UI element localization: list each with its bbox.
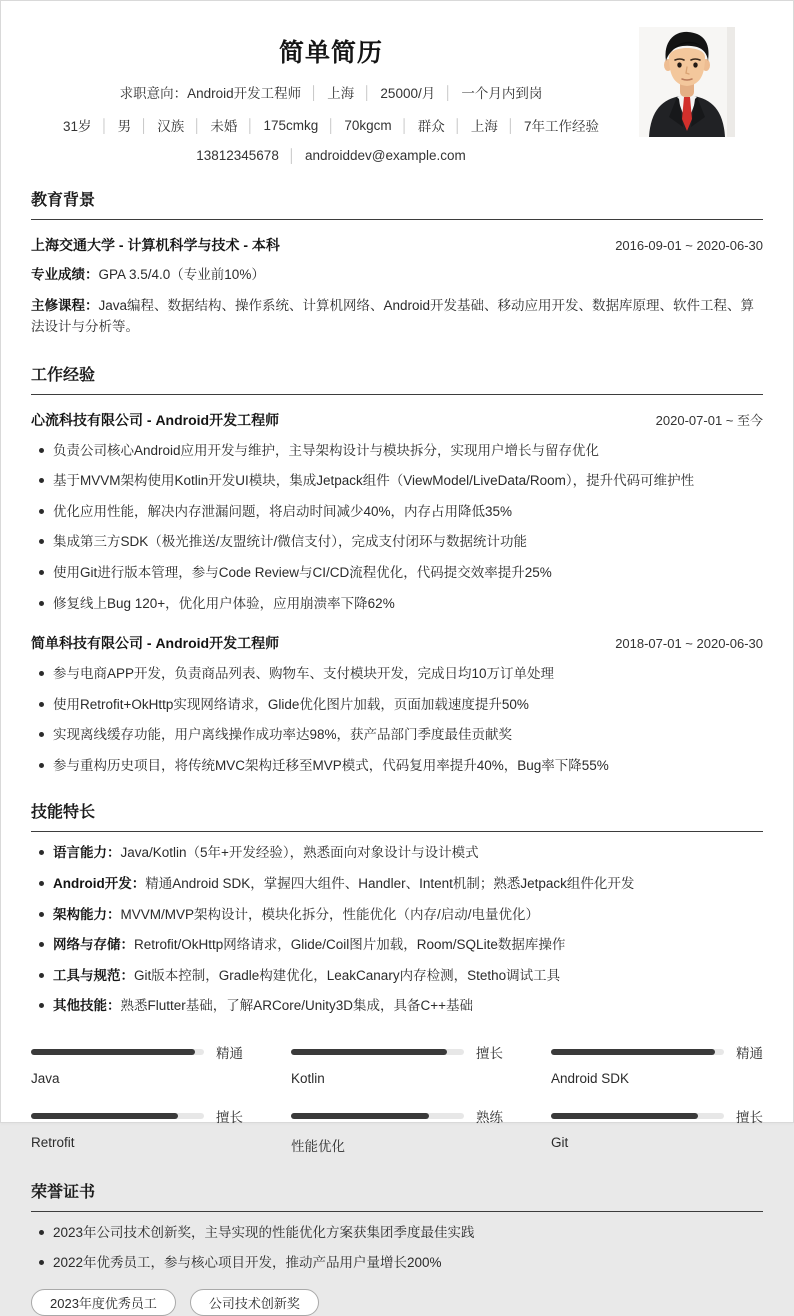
section-education — [31, 187, 763, 338]
job1-bullet-list — [31, 441, 763, 613]
job1-date: 2020-07-01 ~ 至今 — [655, 412, 763, 428]
list-item — [31, 725, 763, 745]
bullet-dot-icon — [39, 539, 44, 544]
phone-number: 13812345678 — [196, 148, 279, 163]
header-text-block — [31, 27, 631, 163]
separator: │ — [100, 117, 109, 133]
job2-bullet-list — [31, 664, 763, 775]
bullet-dot-icon — [39, 671, 44, 676]
skill-bar-java — [31, 1042, 243, 1086]
separator: │ — [327, 117, 336, 133]
courses-value: Java编程、数据结构、操作系统、计算机网络、Android开发基础、移动应用开发、数据库原理、软件工程、算法设计与分析等。 — [31, 297, 755, 334]
expected-salary: 25000/月 — [380, 86, 436, 101]
gpa-value: GPA 3.5/4.0（专业前10%） — [98, 267, 265, 282]
list-item — [31, 563, 763, 583]
list-item — [31, 843, 763, 863]
skills-bullet-list — [31, 843, 763, 1015]
skill-text: 熟悉Flutter基础，了解ARCore/Unity3D集成，具备C++基础 — [120, 998, 474, 1014]
contact-line — [31, 148, 631, 163]
bullet-dot-icon — [39, 881, 44, 886]
bar-row — [551, 1106, 763, 1126]
bullet-dot-icon — [39, 509, 44, 514]
bar-name-label: Java — [31, 1070, 60, 1086]
gender: 男 — [117, 119, 132, 134]
skill-text: Java/Kotlin（5年+开发经验），熟悉面向对象设计与设计模式 — [120, 845, 479, 861]
job-intent: 求职意向：Android开发工程师 — [119, 86, 302, 101]
skill-bars-grid — [31, 1042, 763, 1155]
bullet-dot-icon — [39, 601, 44, 606]
bullet-text: 参与电商APP开发，负责商品列表、购物车、支付模块开发，完成日均10万订单处理 — [53, 666, 555, 682]
email-address: androiddev@example.com — [304, 148, 466, 163]
skill-bar-git — [551, 1106, 763, 1155]
job1-title: 心流科技有限公司 - Android开发工程师 — [31, 411, 280, 428]
bullet-dot-icon — [39, 942, 44, 947]
bullet-dot-icon — [39, 1003, 44, 1008]
separator: │ — [193, 117, 202, 133]
bullet-text: 使用Retrofit+OkHttp实现网络请求，Glide优化图片加载，页面加载速度提升50% — [53, 696, 529, 712]
bullet-dot-icon — [39, 763, 44, 768]
honor-tag-excellent-employee: 2023年度优秀员工 — [31, 1289, 176, 1316]
honors-bullet-list — [31, 1223, 763, 1273]
bar-fill — [291, 1113, 429, 1119]
bar-name-label: Android SDK — [551, 1070, 630, 1086]
list-item — [31, 695, 763, 715]
section-experience — [31, 362, 763, 776]
candidate-photo — [639, 27, 735, 137]
bullet-dot-icon — [39, 570, 44, 575]
list-item — [31, 1223, 763, 1243]
bar-track — [551, 1113, 724, 1119]
gpa-label: 专业成绩： — [31, 267, 99, 282]
courses-label: 主修课程： — [31, 297, 99, 313]
job-city: 上海 — [327, 86, 355, 101]
list-item — [31, 664, 763, 684]
bullet-text: 2022年优秀员工，参与核心项目开发，推动产品用户量增长200% — [53, 1255, 442, 1271]
skill-text: Retrofit/OkHttp网络请求，Glide/Coil图片加载，Room/SQLite数据库操作 — [134, 937, 566, 953]
education-heading: 教育背景 — [31, 187, 763, 220]
bullet-dot-icon — [39, 448, 44, 453]
bullet-text: 2023年公司技术创新奖，主导实现的性能优化方案获集团季度最佳实践 — [53, 1224, 475, 1240]
bullet-dot-icon — [39, 1230, 44, 1235]
bar-row — [31, 1042, 243, 1062]
job2-date: 2018-07-01 ~ 2020-06-30 — [615, 636, 763, 652]
list-item — [31, 905, 763, 925]
bullet-text: 实现离线缓存功能，用户离线操作成功率达98%，获产品部门季度最佳贡献奖 — [53, 727, 513, 743]
bar-track — [31, 1049, 204, 1055]
bullet-dot-icon — [39, 478, 44, 483]
list-item — [31, 502, 763, 522]
bar-track — [291, 1113, 464, 1119]
portrait-illustration — [639, 27, 735, 137]
education-entry-date: 2016-09-01 ~ 2020-06-30 — [615, 238, 763, 253]
bar-track — [551, 1049, 724, 1055]
bullet-text: 优化应用性能，解决内存泄漏问题，将启动时间减少40%，内存占用降低35% — [53, 503, 513, 519]
skill-label: 网络与存储： — [53, 937, 134, 953]
skill-text: Git版本控制，Gradle构建优化，LeakCanary内存检测，Stetho调试工具 — [134, 967, 561, 983]
honors-heading: 荣誉证书 — [31, 1179, 763, 1212]
education-entry-title: 上海交通大学 - 计算机科学与技术 - 本科 — [31, 237, 280, 253]
separator: │ — [363, 84, 372, 100]
job2-entry-head — [31, 633, 763, 653]
bullet-dot-icon — [39, 850, 44, 855]
skill-label: Android开发： — [53, 875, 146, 891]
height: 175cmkg — [263, 117, 319, 133]
personal-info-line — [31, 115, 631, 135]
separator: │ — [310, 84, 319, 100]
section-honors — [31, 1179, 763, 1316]
bar-level-label: 精通 — [736, 1045, 763, 1061]
job2-title: 简单科技有限公司 - Android开发工程师 — [31, 635, 280, 652]
bullet-text: 负责公司核心Android应用开发与维护，主导架构设计与模块拆分，实现用户增长与留存优化 — [53, 442, 600, 458]
bar-fill — [31, 1049, 195, 1055]
bar-level-label: 熟练 — [476, 1109, 503, 1125]
courses-line — [31, 296, 763, 338]
page-title: 简单简历 — [278, 39, 383, 67]
education-entry-head — [31, 235, 763, 255]
skill-label: 语言能力： — [53, 845, 121, 861]
bar-name-label: Kotlin — [291, 1070, 325, 1086]
skill-text: MVVM/MVP架构设计，模块化拆分，性能优化（内存/启动/电量优化） — [120, 906, 540, 922]
bar-name-label: Git — [551, 1134, 569, 1150]
separator: │ — [506, 117, 516, 133]
skill-bar-retrofit — [31, 1106, 243, 1155]
gpa-line — [31, 265, 763, 286]
list-item — [31, 935, 763, 955]
age: 31岁 — [62, 119, 92, 134]
bar-row — [551, 1042, 763, 1062]
bar-track — [31, 1113, 204, 1119]
bullet-text: 参与重构历史项目，将传统MVC架构迁移至MVP模式，代码复用率提升40%，Bug率下降55% — [53, 757, 609, 773]
years-experience: 7年工作经验 — [524, 119, 600, 134]
list-item — [31, 874, 763, 894]
marital-status: 未婚 — [210, 119, 238, 134]
list-item — [31, 471, 763, 491]
job1-entry-head — [31, 410, 763, 430]
skill-bar-performance — [291, 1106, 503, 1155]
skill-text: 精通Android SDK，掌握四大组件、Handler、Intent机制；熟悉Jetpack组件化开发 — [145, 875, 635, 891]
bullet-dot-icon — [39, 732, 44, 737]
bullet-text: 使用Git进行版本管理，参与Code Review与CI/CD流程优化，代码提交效率提升25% — [53, 565, 552, 581]
bar-level-label: 擅长 — [736, 1109, 763, 1125]
list-item — [31, 441, 763, 461]
availability: 一个月内到岗 — [461, 86, 543, 101]
list-item — [31, 1253, 763, 1273]
bar-fill — [31, 1113, 178, 1119]
bar-level-label: 精通 — [216, 1045, 243, 1061]
bullet-text: 修复线上Bug 120+，优化用户体验，应用崩溃率下降62% — [53, 595, 395, 611]
separator: │ — [400, 117, 409, 133]
ethnicity: 汉族 — [157, 119, 185, 134]
bar-fill — [291, 1049, 447, 1055]
skills-heading: 技能特长 — [31, 799, 763, 832]
bar-track — [291, 1049, 464, 1055]
bar-level-label: 擅长 — [216, 1109, 243, 1125]
bar-row — [291, 1106, 503, 1126]
bullet-dot-icon — [39, 1260, 44, 1265]
separator: │ — [287, 148, 296, 163]
separator: │ — [453, 117, 462, 133]
resume-header — [31, 27, 763, 163]
skill-bar-android-sdk — [551, 1042, 763, 1086]
bar-row — [291, 1042, 503, 1062]
bullet-dot-icon — [39, 973, 44, 978]
separator: │ — [444, 84, 453, 100]
skill-label: 架构能力： — [53, 906, 121, 922]
separator: │ — [246, 117, 255, 133]
bullet-dot-icon — [39, 702, 44, 707]
bullet-text: 集成第三方SDK（极光推送/友盟统计/微信支付），完成支付闭环与数据统计功能 — [53, 534, 528, 550]
political-status: 群众 — [417, 119, 445, 134]
weight: 70kgcm — [344, 117, 392, 133]
bar-fill — [551, 1049, 715, 1055]
list-item — [31, 532, 763, 552]
bar-name-label: 性能优化 — [291, 1138, 345, 1154]
list-item — [31, 966, 763, 986]
separator: │ — [140, 117, 149, 133]
list-item — [31, 756, 763, 776]
job-intent-line — [31, 82, 631, 102]
bar-fill — [551, 1113, 698, 1119]
skill-label: 其他技能： — [53, 998, 121, 1014]
bar-name-label: Retrofit — [31, 1134, 75, 1150]
bullet-dot-icon — [39, 912, 44, 917]
bar-row — [31, 1106, 243, 1126]
skill-bar-kotlin — [291, 1042, 503, 1086]
bullet-text: 基于MVVM架构使用Kotlin开发UI模块，集成Jetpack组件（ViewModel/LiveData/Room），提升代码可维护性 — [53, 473, 695, 489]
experience-heading: 工作经验 — [31, 362, 763, 395]
bar-level-label: 擅长 — [476, 1045, 503, 1061]
location: 上海 — [470, 119, 498, 134]
section-skills — [31, 799, 763, 1154]
skill-label: 工具与规范： — [53, 967, 134, 983]
honor-tags — [31, 1289, 763, 1316]
list-item — [31, 996, 763, 1016]
list-item — [31, 594, 763, 614]
honor-tag-innovation-award: 公司技术创新奖 — [190, 1289, 319, 1316]
